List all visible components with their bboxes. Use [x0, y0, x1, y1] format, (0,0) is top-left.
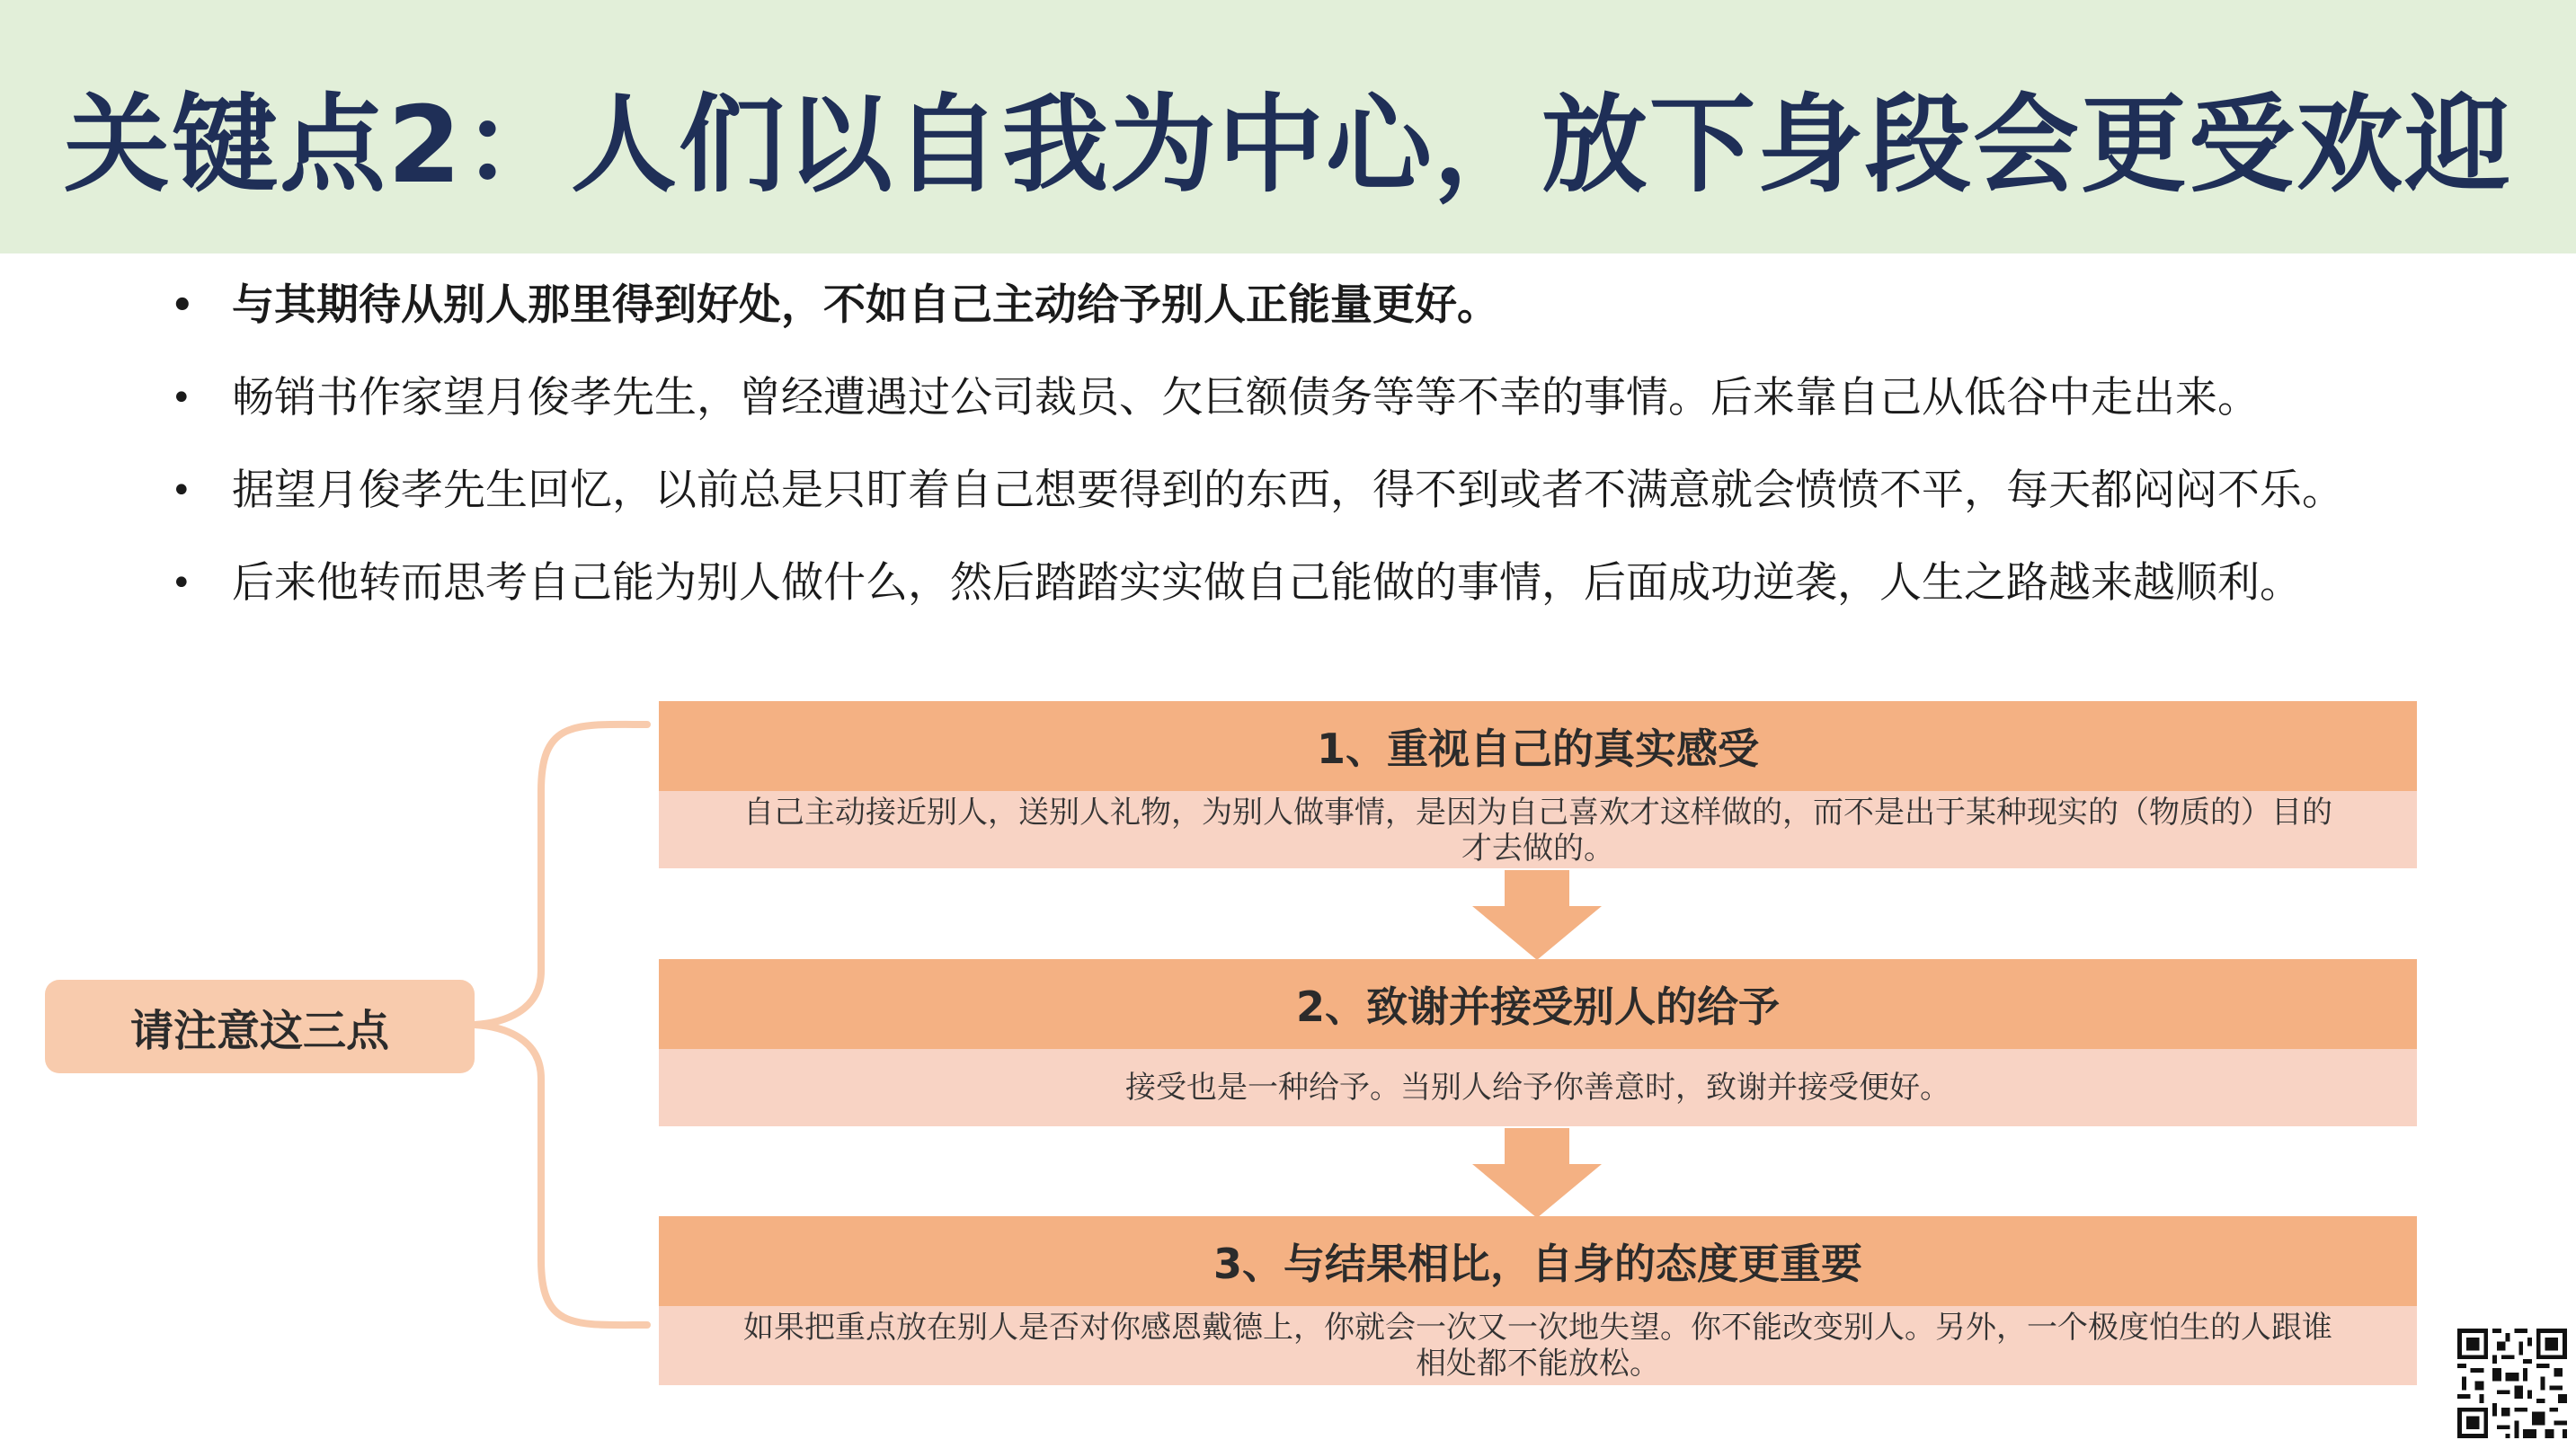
point-card-3 [659, 1216, 2417, 1385]
point-body-line: 如果把重点放在别人是否对你感恩戴德上，你就会一次又一次地失望。你不能改变别人。另外，一个极度怕生的人跟谁 [743, 1310, 2332, 1346]
bullet-item [171, 558, 2508, 651]
bullet-item [171, 466, 2508, 558]
bullet-item [171, 280, 2508, 373]
bullet-text: 后来他转而思考自己能为别人做什么，然后踏踏实实做自己能做的事情，后面成功逆袭，人生之路越来越顺利。 [232, 558, 2302, 608]
point-body-line: 自己主动接近别人，送别人礼物，为别人做事情，是因为自己喜欢才这样做的，而不是出于某种现实的（物质的）目的 [743, 795, 2332, 831]
page-title: 关键点2：人们以自我为中心，放下身段会更受欢迎 [63, 83, 2513, 207]
point-card-1 [659, 701, 2417, 868]
point-body [659, 1306, 2417, 1385]
point-heading: 1、重视自己的真实感受 [659, 701, 2417, 791]
point-body-line: 才去做的。 [1461, 831, 1614, 867]
bullet-dot: • [171, 285, 194, 326]
point-body [659, 1049, 2417, 1126]
qr-code-icon [2457, 1329, 2567, 1438]
bullet-text: 据望月俊孝先生回忆，以前总是只盯着自己想要得到的东西，得不到或者不满意就会愤愤不平，每天都闷闷不乐。 [232, 466, 2344, 515]
bullet-dot: • [171, 470, 192, 511]
point-heading: 3、与结果相比，自身的态度更重要 [659, 1216, 2417, 1306]
bullet-item [171, 373, 2508, 466]
point-heading: 2、致谢并接受别人的给予 [659, 959, 2417, 1049]
point-card-2 [659, 959, 2417, 1126]
point-body-line: 相处都不能放松。 [1416, 1346, 1660, 1382]
point-body-line: 接受也是一种给予。当别人给予你善意时，致谢并接受便好。 [1125, 1070, 1950, 1106]
bullet-dot: • [171, 563, 192, 604]
down-arrow-icon [1472, 870, 1602, 960]
brace-connector [467, 710, 665, 1339]
down-arrow-icon [1472, 1128, 1602, 1218]
bullet-text: 与其期待从别人那里得到好处，不如自己主动给予别人正能量更好。 [232, 280, 1499, 330]
point-body [659, 791, 2417, 868]
side-label: 请注意这三点 [129, 1005, 389, 1056]
bullet-list [171, 280, 2508, 651]
bullet-dot: • [171, 378, 192, 419]
bullet-text: 畅销书作家望月俊孝先生，曾经遭遇过公司裁员、欠巨额债务等等不幸的事情。后来靠自己从低谷中走出来。 [232, 373, 2260, 422]
side-label-box [45, 980, 475, 1073]
